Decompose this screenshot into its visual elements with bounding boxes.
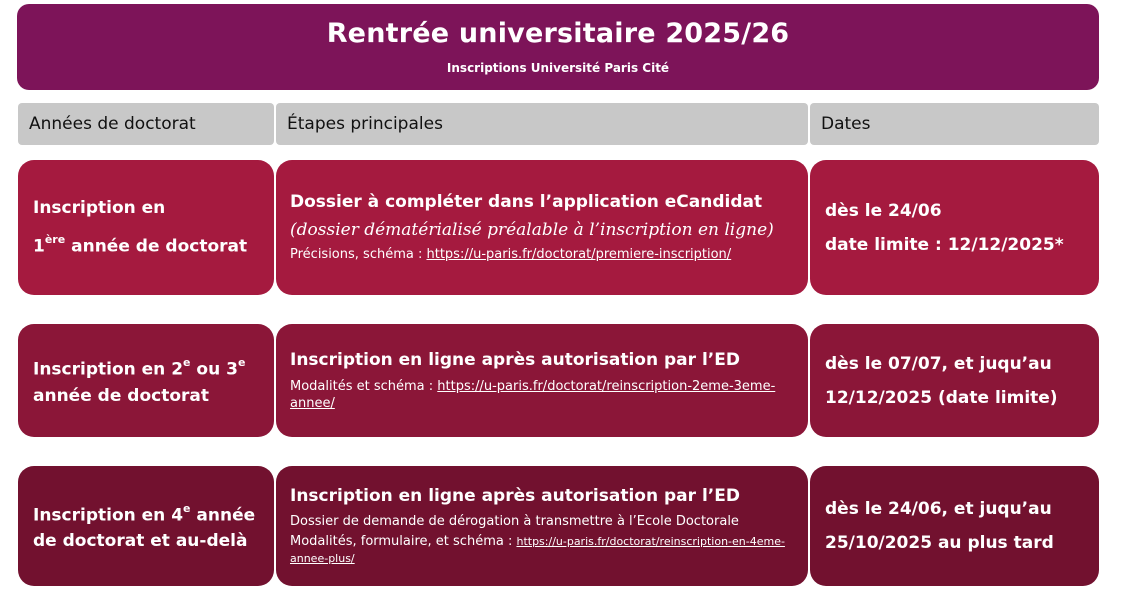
details-link[interactable]: https://u-paris.fr/doctorat/reinscription-en-4eme-annee-plus/ [290,534,785,565]
date-cell-third [810,466,1099,586]
year-label-line1: Inscription en 4e année [33,501,256,526]
year-cell-first [18,160,274,295]
page-subtitle: Inscriptions Université Paris Cité [446,61,670,75]
date-line1: dès le 24/06 [825,200,942,221]
date-line2: date limite : 12/12/2025* [825,234,1064,255]
step-title: Inscription en ligne après autorisation par l’ED [290,485,740,506]
date-line2: 12/12/2025 (date limite) [825,387,1058,408]
step-note: Dossier de demande de dérogation à transmettre à l’Ecole Doctorale [290,513,739,529]
column-header-dates: Dates [810,103,1099,145]
step-cell-second [276,324,808,437]
date-line2: 25/10/2025 au plus tard [825,533,1054,553]
date-line1: dès le 07/07, et juqu’au [825,353,1052,374]
step-note: (dossier dématérialisé préalable à l’inscription en ligne) [290,220,774,240]
year-label-line2: 1ère année de doctorat [33,233,248,257]
details-link[interactable]: https://u-paris.fr/doctorat/reinscription-2eme-3eme-annee/ [290,378,776,411]
year-cell-third [18,466,274,586]
step-title: Dossier à compléter dans l’application eCandidat [290,192,763,212]
year-label-line2: de doctorat et au-delà [33,531,248,552]
step-title: Inscription en ligne après autorisation par l’ED [290,349,740,370]
details-text: Modalités et schéma : https://u-paris.fr/doctorat/reinscription-2eme-3eme-annee/ [290,378,776,411]
header-banner [17,4,1099,90]
column-header-years: Années de doctorat [18,103,274,145]
step-cell-third [276,466,808,586]
date-cell-second [810,324,1099,437]
year-label-line1: Inscription en 2e ou 3e [33,356,246,380]
details-text: Modalités, formulaire, et schéma : https://u-paris.fr/doctorat/reinscription-en-4eme-annee-plus/ [290,533,785,565]
year-cell-second [18,324,274,437]
step-cell-first [276,160,808,295]
year-label-line1: Inscription en [33,198,166,219]
details-text: Précisions, schéma : https://u-paris.fr/doctorat/premiere-inscription/ [290,247,732,262]
details-link[interactable]: https://u-paris.fr/doctorat/premiere-inscription/ [426,247,732,262]
column-header-steps: Étapes principales [276,103,808,145]
page-title: Rentrée universitaire 2025/26 [326,18,790,49]
year-label-line2: année de doctorat [33,385,209,406]
date-cell-first [810,160,1099,295]
date-line1: dès le 24/06, et juqu’au [825,499,1052,519]
